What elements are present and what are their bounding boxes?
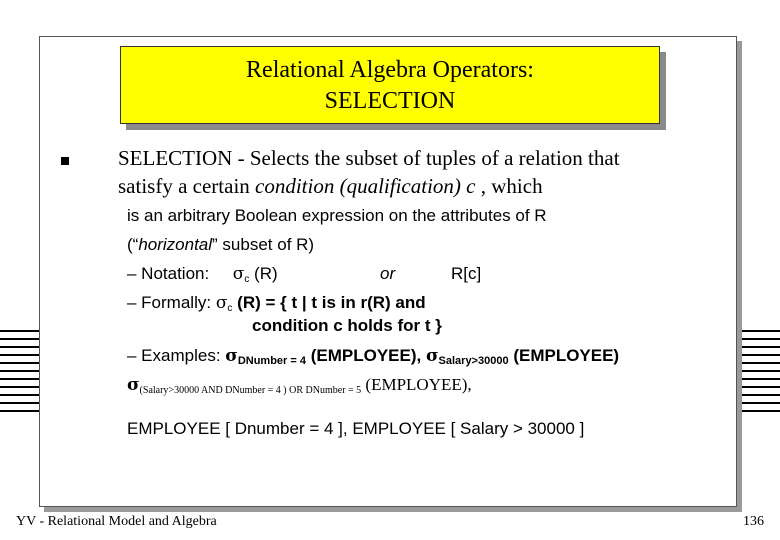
notation-or: or [380, 264, 396, 283]
sigma-symbol: σ [215, 293, 228, 313]
formal-continuation: condition c holds for t } [252, 316, 442, 335]
bullet-text [118, 144, 728, 200]
title-line-1: Relational Algebra Operators: [246, 57, 534, 83]
body-line-1: is an arbitrary Boolean expression on the attributes of R [127, 206, 547, 225]
slide-title [120, 46, 660, 124]
sigma-symbol: σ [127, 375, 140, 395]
bullet-square-icon [61, 157, 69, 165]
sigma-symbol: σ [232, 264, 245, 284]
sigma-symbol: σ [225, 346, 238, 366]
right-decorative-lines [738, 330, 780, 418]
body-line-2: (“horizontal” subset of R) [127, 235, 315, 254]
examples-line: – Examples: σDNumber = 4 (EMPLOYEE), σSalary>30000 (EMPLOYEE) [127, 346, 620, 367]
footer-title: YV - Relational Model and Algebra [16, 514, 217, 529]
bullet-line-2: satisfy a certain condition (qualification) c , which [118, 174, 543, 198]
formal-line: – Formally: $\sigma_c$ (R) = { t | t is in r(R) and [127, 293, 426, 314]
notation-alt: R[c] [451, 264, 482, 283]
sigma-symbol: σ [425, 346, 439, 366]
page-number: 136 [743, 514, 764, 529]
title-line-2: SELECTION [324, 88, 456, 114]
bullet-line-1: SELECTION - Selects the subset of tuples of a relation that [118, 146, 620, 170]
notation-line: – Notation: $\sigma_c$ (R) [127, 264, 278, 285]
projection-examples: EMPLOYEE [ Dnumber = 4 ], EMPLOYEE [ Salary > 30000 ] [127, 419, 585, 438]
examples-line-2: $\sigma_{(Salary>30000 AND DNumber = 4 ) OR DNumber = 5}$ (EMPLOYEE), [127, 375, 472, 396]
left-decorative-lines [0, 330, 42, 418]
